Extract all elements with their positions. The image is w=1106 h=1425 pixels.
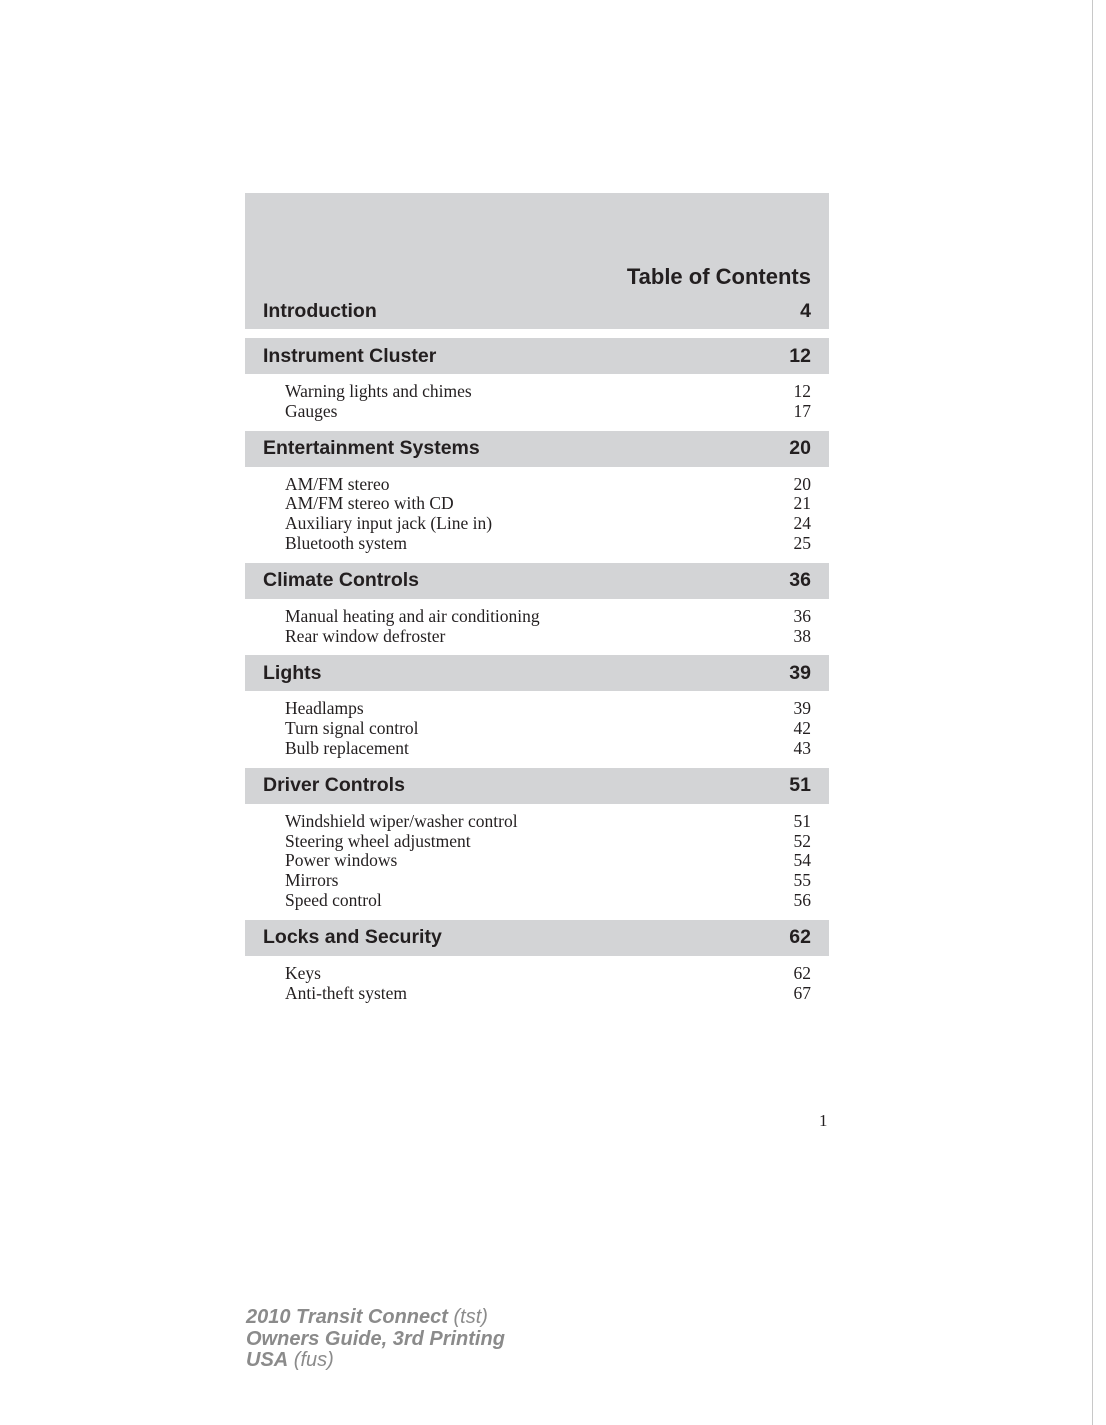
toc-entry [285, 514, 811, 534]
entry-page: 20 [793, 473, 811, 494]
toc-section-heading [245, 768, 829, 804]
section-title: Locks and Security [263, 926, 442, 949]
entry-page: 42 [793, 718, 811, 739]
entry-page: 54 [793, 850, 811, 871]
entry-label: Manual heating and air conditioning [285, 605, 540, 626]
entry-label: Auxiliary input jack (Line in) [285, 513, 493, 534]
entry-label: Windshield wiper/washer control [285, 810, 518, 831]
entry-page: 56 [793, 889, 811, 910]
entry-page: 62 [793, 962, 811, 983]
section-page: 36 [789, 569, 811, 592]
footer-region-code: (fus) [293, 1349, 334, 1371]
entry-label: Power windows [285, 850, 398, 871]
toc-subentry-list [245, 374, 829, 422]
toc-entry [285, 871, 811, 891]
section-page: 4 [800, 299, 811, 322]
toc-section-heading [245, 563, 829, 599]
entry-label: Bluetooth system [285, 532, 408, 553]
toc-subentry-list [245, 804, 829, 911]
toc-entry [285, 964, 811, 984]
page-edge-line [1092, 0, 1093, 1425]
entry-page: 67 [793, 982, 811, 1003]
entry-page: 52 [793, 830, 811, 851]
toc-entry [285, 627, 811, 647]
toc-entry [285, 534, 811, 554]
entry-label: Mirrors [285, 870, 339, 891]
footer-line-2: Owners Guide, 3rd Printing [246, 1327, 505, 1350]
entry-page: 25 [793, 532, 811, 553]
section-page: 12 [789, 344, 811, 367]
entry-label: Anti-theft system [285, 982, 407, 1003]
entry-page: 36 [793, 605, 811, 626]
toc-section-heading [245, 920, 829, 956]
entry-page: 21 [793, 493, 811, 514]
toc-entry [285, 812, 811, 832]
toc-entry [285, 719, 811, 739]
toc-section-heading [245, 338, 829, 374]
entry-label: AM/FM stereo [285, 473, 390, 494]
section-page: 51 [789, 774, 811, 797]
footer-line-3 [246, 1350, 505, 1372]
entry-page: 55 [793, 870, 811, 891]
section-page: 20 [789, 437, 811, 460]
toc-entry [285, 382, 811, 402]
entry-page: 51 [793, 810, 811, 831]
entry-page: 39 [793, 698, 811, 719]
section-title: Entertainment Systems [263, 437, 480, 460]
toc-entry [285, 832, 811, 852]
toc-entry [285, 475, 811, 495]
toc-sections [245, 293, 829, 1003]
entry-page: 17 [793, 400, 811, 421]
toc-section-heading [245, 655, 829, 691]
section-title: Instrument Cluster [263, 344, 437, 367]
toc-entry [285, 607, 811, 627]
entry-page: 24 [793, 513, 811, 534]
toc-title: Table of Contents [626, 264, 811, 289]
footer-model: 2010 Transit Connect [246, 1306, 448, 1328]
entry-label: Bulb replacement [285, 737, 409, 758]
section-title: Climate Controls [263, 569, 420, 592]
entry-label: Speed control [285, 889, 382, 910]
footer-line-1 [246, 1307, 505, 1329]
toc-section-heading [245, 293, 829, 329]
table-of-contents [245, 193, 829, 1003]
section-page: 62 [789, 926, 811, 949]
section-title: Lights [263, 661, 322, 684]
toc-section-heading [245, 431, 829, 467]
section-page: 39 [789, 661, 811, 684]
toc-entry [285, 984, 811, 1004]
toc-subentry-list [245, 691, 829, 758]
entry-label: Headlamps [285, 698, 364, 719]
entry-label: Rear window defroster [285, 625, 446, 646]
entry-label: Steering wheel adjustment [285, 830, 471, 851]
toc-subentry-list [245, 599, 829, 647]
toc-subentry-list [245, 956, 829, 1004]
entry-page: 43 [793, 737, 811, 758]
toc-entry [285, 851, 811, 871]
toc-subentry-list [245, 467, 829, 554]
page-number: 1 [819, 1111, 828, 1130]
entry-label: Warning lights and chimes [285, 381, 472, 401]
toc-entry [285, 739, 811, 759]
entry-label: Keys [285, 962, 321, 983]
entry-label: AM/FM stereo with CD [285, 493, 454, 514]
toc-entry [285, 402, 811, 422]
entry-label: Turn signal control [285, 718, 419, 739]
toc-header [245, 193, 829, 293]
footer-model-code: (tst) [453, 1306, 488, 1328]
footer-region: USA [246, 1349, 289, 1371]
section-title: Introduction [263, 299, 377, 322]
entry-page: 12 [793, 381, 811, 401]
entry-page: 38 [793, 625, 811, 646]
toc-entry [285, 699, 811, 719]
footer [246, 1307, 505, 1372]
toc-entry [285, 891, 811, 911]
entry-label: Gauges [285, 400, 338, 421]
section-title: Driver Controls [263, 774, 405, 797]
toc-entry [285, 494, 811, 514]
